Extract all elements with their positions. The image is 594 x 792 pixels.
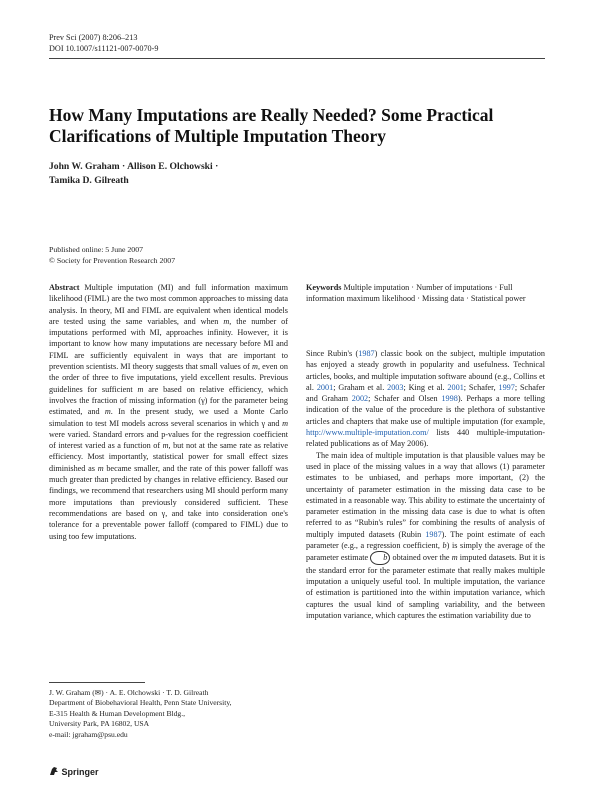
footnote-rule [49,682,145,683]
address-line: J. W. Graham (✉) · A. E. Olchowski · T. D. Gilreath [49,688,209,697]
abstract-text: , even on the order of three to five imputations, yield excellent results. Previous guidelines for sufficient [49,362,288,394]
springer-logo [49,766,99,777]
math-var: m [97,463,104,473]
math-var: m [252,362,258,372]
address-line: E-315 Health & Human Development Bldg., [49,708,186,718]
intro-paragraph-1: Since Rubin's (1987) classic book on the subject, multiple imputation has enjoyed a steady growth in popularity and usefulness. Technical articles, books, and multiple imputation software abound (e.g., Collins et al. 2001; Graham et al. 2003; King et al. 2001; Schafer, 1997; Schafer and Graham 2002; Schafer and Olsen 1998). Perhaps a more telling indication of the value of the procedure is the plethora of substantive articles and chapters that make use of multiple imputation (for example, http://www.multiple-imputation.com/ lists 440 multiple-imputation-related publications as of May 2006). [306,349,545,449]
copyright-notice: © Society for Prevention Research 2007 [49,256,176,265]
abstract-section [49,282,288,542]
introduction-section [306,348,545,621]
address-line: University Park, PA 16802, USA [49,719,150,729]
journal-citation: Prev Sci (2007) 8:206–213 [49,33,138,42]
abstract-text: were varied. Standard errors and p-values for the regression coefficient of interest varied as a function of [49,429,288,451]
citation-link[interactable]: 2001 [447,382,464,392]
header-rule [49,58,545,59]
b-bar-symbol: b [370,551,390,564]
abstract-text: Multiple imputation (MI) and full information maximum likelihood (FIML) are the two most common approaches to missing data analysis. In theory, MI and FIML are equivalent when identical models are tested using the same variables, and when [49,283,288,326]
intro-paragraph-2: The main idea of multiple imputation is that plausible values may be used in place of the missing values in a way that allows (1) parameter estimates to be unbiased, and perhaps more important, (2) the uncertainty of parameter estimation in the missing data case to be estimated in a reasonable way. This ability to estimate the uncertainty of parameter estimation in the missing data case is due to what is often referred to as “Rubin's rules” for combining the results of analysis of multiply imputed datasets (Rubin 1987). The point estimate of each parameter (e.g., a regression coefficient, b) is simply the average of the parameter estimate b obtained over the m imputed datasets. But it is the standard error for the parameter estimate that really makes multiple imputation a uniquely useful tool. In multiple imputation, the variance of estimation is partitioned into the within imputation variance, which captures the usual kind of sampling variability, and the between imputation variance, which captures the estimation variability due to [306,450,545,620]
author-address [49,688,232,740]
email-line: e-mail: jgraham@psu.edu [49,729,128,739]
citation-link[interactable]: 1998 [441,394,458,404]
keywords-text: Multiple imputation · Number of imputations · Full information maximum likelihood · Missing data · Statistical power [306,283,526,304]
citation-link[interactable]: 2001 [316,382,334,392]
citation-link[interactable]: 1987 [425,529,442,539]
keywords-label: Keywords [306,283,342,292]
doi: DOI 10.1007/s11121-007-0070-9 [49,44,159,53]
published-date: Published online: 5 June 2007 [49,245,143,254]
publication-info [49,244,175,266]
math-var: m [162,441,169,451]
authors-line-2: Tamika D. Gilreath [49,175,129,186]
article-title: How Many Imputations are Really Needed? Some Practical Clarifications of Multiple Imputation Theory [49,105,494,146]
citation-link[interactable]: 1987 [358,349,375,358]
math-var: m [223,316,230,326]
citation-link[interactable]: 1997 [498,382,515,392]
abstract-label: Abstract [49,283,80,292]
citation-link[interactable]: 2002 [351,394,369,404]
math-var: m [104,407,111,417]
citation-link[interactable]: 2003 [387,382,404,392]
abstract-text: are based on relative efficiency, which involves the fraction of missing information (γ) for the parameter being estimated, and [49,384,288,417]
url-link[interactable]: http://www.multiple-imputation.com/ [306,428,429,438]
address-line: Department of Biobehavioral Health, Penn State University, [49,698,232,708]
springer-horse-icon [49,766,59,776]
abstract-text: , the number of imputations performed with MI, approaches infinity. However, it is important to know how many imputations are necessary before MI and FIML are sufficiently equivalent in ways that are important to prevention scientists. MI theory suggests that small values of [49,316,288,372]
abstract-text: . In the present study, we used a Monte Carlo simulation to test MI models across several scenarios in which γ and [49,407,288,428]
authors-line-1: John W. Graham · Allison E. Olchowski · [49,161,219,172]
publisher-name: Springer [61,767,99,777]
author-list [49,160,218,188]
keywords-section [306,282,545,305]
abstract-text: became smaller, and the rate of this power falloff was much greater than predicted by changes in relative efficiency. Based our findings, we recommend that researchers using MI should perform many more imputations than previously considered sufficient. These recommendations are based on γ, and take into consideration one's tolerance for a preventable power falloff (compared to FIML) due to using too few imputations. [49,463,289,541]
math-var: m [282,418,288,428]
math-var: m [137,384,144,394]
abstract-text: , but not at the same rate as relative efficiency. Most importantly, statistical power for small effect sizes diminished as [49,441,288,473]
